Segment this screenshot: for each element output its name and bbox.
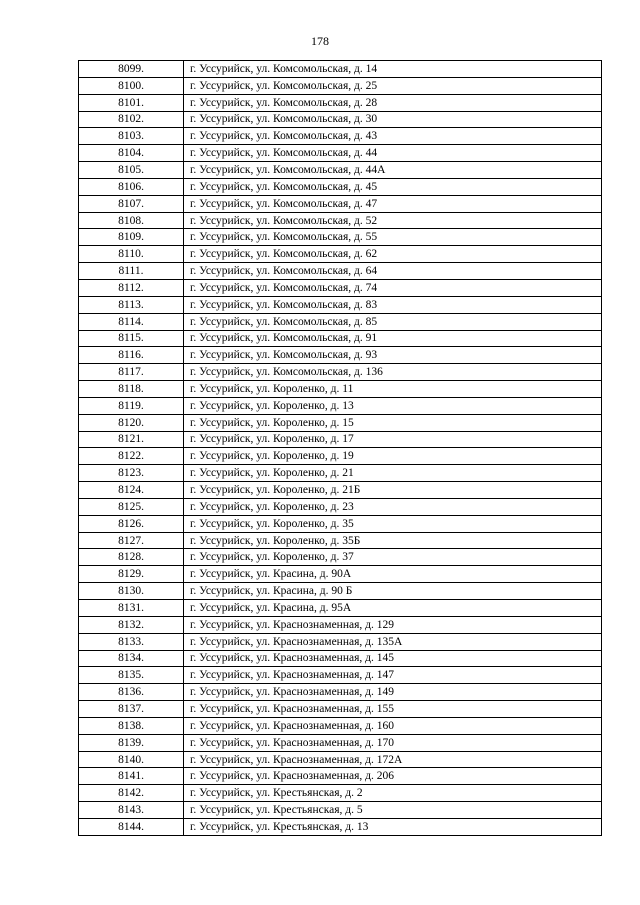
row-number: 8101. [79,94,184,111]
row-number: 8106. [79,178,184,195]
row-address: г. Уссурийск, ул. Комсомольская, д. 30 [184,111,602,128]
table-row [79,414,602,431]
table-row [79,768,602,785]
table-row [79,347,602,364]
row-number: 8107. [79,195,184,212]
page-number: 178 [311,34,329,48]
row-address: г. Уссурийск, ул. Комсомольская, д. 62 [184,246,602,263]
row-number: 8102. [79,111,184,128]
row-number: 8141. [79,768,184,785]
row-address: г. Уссурийск, ул. Короленко, д. 13 [184,397,602,414]
row-address: г. Уссурийск, ул. Комсомольская, д. 74 [184,279,602,296]
row-number: 8112. [79,279,184,296]
table-row [79,94,602,111]
table-row [79,178,602,195]
table-row [79,701,602,718]
row-address: г. Уссурийск, ул. Короленко, д. 11 [184,381,602,398]
row-address: г. Уссурийск, ул. Комсомольская, д. 28 [184,94,602,111]
row-number: 8099. [79,61,184,78]
table-row [79,684,602,701]
row-number: 8121. [79,431,184,448]
row-number: 8140. [79,751,184,768]
row-address: г. Уссурийск, ул. Короленко, д. 19 [184,448,602,465]
row-address: г. Уссурийск, ул. Краснознаменная, д. 129 [184,616,602,633]
row-address: г. Уссурийск, ул. Комсомольская, д. 64 [184,263,602,280]
table-row [79,549,602,566]
row-number: 8111. [79,263,184,280]
row-address: г. Уссурийск, ул. Комсомольская, д. 25 [184,77,602,94]
row-address: г. Уссурийск, ул. Крестьянская, д. 5 [184,802,602,819]
table-row [79,279,602,296]
row-number: 8135. [79,667,184,684]
row-number: 8126. [79,515,184,532]
row-number: 8138. [79,717,184,734]
row-address: г. Уссурийск, ул. Комсомольская, д. 93 [184,347,602,364]
row-number: 8139. [79,734,184,751]
row-address: г. Уссурийск, ул. Короленко, д. 17 [184,431,602,448]
table-row [79,498,602,515]
row-number: 8114. [79,313,184,330]
table-row [79,431,602,448]
table-row [79,381,602,398]
row-address: г. Уссурийск, ул. Комсомольская, д. 43 [184,128,602,145]
row-address: г. Уссурийск, ул. Крестьянская, д. 13 [184,818,602,835]
row-number: 8136. [79,684,184,701]
row-address: г. Уссурийск, ул. Красина, д. 95А [184,600,602,617]
row-number: 8132. [79,616,184,633]
row-number: 8127. [79,532,184,549]
row-address: г. Уссурийск, ул. Комсомольская, д. 45 [184,178,602,195]
row-number: 8119. [79,397,184,414]
row-address: г. Уссурийск, ул. Краснознаменная, д. 145 [184,650,602,667]
row-number: 8116. [79,347,184,364]
row-number: 8128. [79,549,184,566]
table-row [79,77,602,94]
table-row [79,263,602,280]
table-row [79,785,602,802]
table-row [79,246,602,263]
table-row [79,616,602,633]
table-row [79,818,602,835]
row-number: 8105. [79,162,184,179]
row-address: г. Уссурийск, ул. Короленко, д. 21Б [184,482,602,499]
table-row [79,465,602,482]
table-row [79,583,602,600]
table-row [79,212,602,229]
row-number: 8144. [79,818,184,835]
table-row [79,397,602,414]
row-address: г. Уссурийск, ул. Крестьянская, д. 2 [184,785,602,802]
table-row [79,566,602,583]
row-address: г. Уссурийск, ул. Комсомольская, д. 47 [184,195,602,212]
table-row [79,802,602,819]
row-address: г. Уссурийск, ул. Короленко, д. 35 [184,515,602,532]
row-number: 8130. [79,583,184,600]
row-address: г. Уссурийск, ул. Короленко, д. 37 [184,549,602,566]
table-row [79,482,602,499]
row-number: 8137. [79,701,184,718]
row-number: 8109. [79,229,184,246]
row-number: 8129. [79,566,184,583]
row-address: г. Уссурийск, ул. Комсомольская, д. 91 [184,330,602,347]
row-address: г. Уссурийск, ул. Короленко, д. 23 [184,498,602,515]
table-row [79,162,602,179]
row-address: г. Уссурийск, ул. Комсомольская, д. 14 [184,61,602,78]
row-number: 8120. [79,414,184,431]
row-number: 8143. [79,802,184,819]
table-row [79,532,602,549]
row-number: 8123. [79,465,184,482]
address-table-body [79,61,602,836]
row-address: г. Уссурийск, ул. Короленко, д. 35Б [184,532,602,549]
row-address: г. Уссурийск, ул. Краснознаменная, д. 160 [184,717,602,734]
row-number: 8142. [79,785,184,802]
row-address: г. Уссурийск, ул. Короленко, д. 21 [184,465,602,482]
table-row [79,364,602,381]
row-number: 8122. [79,448,184,465]
table-row [79,650,602,667]
row-number: 8103. [79,128,184,145]
row-number: 8104. [79,145,184,162]
table-row [79,515,602,532]
table-row [79,145,602,162]
row-address: г. Уссурийск, ул. Красина, д. 90 Б [184,583,602,600]
row-number: 8134. [79,650,184,667]
row-address: г. Уссурийск, ул. Краснознаменная, д. 135А [184,633,602,650]
row-number: 8124. [79,482,184,499]
row-number: 8100. [79,77,184,94]
row-number: 8133. [79,633,184,650]
row-address: г. Уссурийск, ул. Краснознаменная, д. 206 [184,768,602,785]
table-row [79,667,602,684]
row-number: 8108. [79,212,184,229]
table-row [79,600,602,617]
table-row [79,111,602,128]
row-address: г. Уссурийск, ул. Краснознаменная, д. 155 [184,701,602,718]
table-row [79,195,602,212]
row-address: г. Уссурийск, ул. Краснознаменная, д. 172А [184,751,602,768]
table-row [79,229,602,246]
row-address: г. Уссурийск, ул. Комсомольская, д. 55 [184,229,602,246]
row-address: г. Уссурийск, ул. Комсомольская, д. 44 [184,145,602,162]
row-number: 8117. [79,364,184,381]
table-row [79,751,602,768]
table-row [79,633,602,650]
row-address: г. Уссурийск, ул. Комсомольская, д. 85 [184,313,602,330]
row-address: г. Уссурийск, ул. Красина, д. 90А [184,566,602,583]
table-row [79,61,602,78]
table-row [79,330,602,347]
address-table [78,60,602,836]
row-address: г. Уссурийск, ул. Комсомольская, д. 52 [184,212,602,229]
table-row [79,448,602,465]
table-row [79,128,602,145]
table-row [79,734,602,751]
row-address: г. Уссурийск, ул. Комсомольская, д. 44А [184,162,602,179]
table-row [79,313,602,330]
row-number: 8113. [79,296,184,313]
table-row [79,296,602,313]
row-number: 8115. [79,330,184,347]
row-number: 8131. [79,600,184,617]
table-row [79,717,602,734]
row-address: г. Уссурийск, ул. Короленко, д. 15 [184,414,602,431]
row-address: г. Уссурийск, ул. Краснознаменная, д. 149 [184,684,602,701]
row-address: г. Уссурийск, ул. Краснознаменная, д. 147 [184,667,602,684]
row-number: 8125. [79,498,184,515]
row-address: г. Уссурийск, ул. Комсомольская, д. 136 [184,364,602,381]
row-number: 8118. [79,381,184,398]
row-number: 8110. [79,246,184,263]
row-address: г. Уссурийск, ул. Краснознаменная, д. 170 [184,734,602,751]
row-address: г. Уссурийск, ул. Комсомольская, д. 83 [184,296,602,313]
